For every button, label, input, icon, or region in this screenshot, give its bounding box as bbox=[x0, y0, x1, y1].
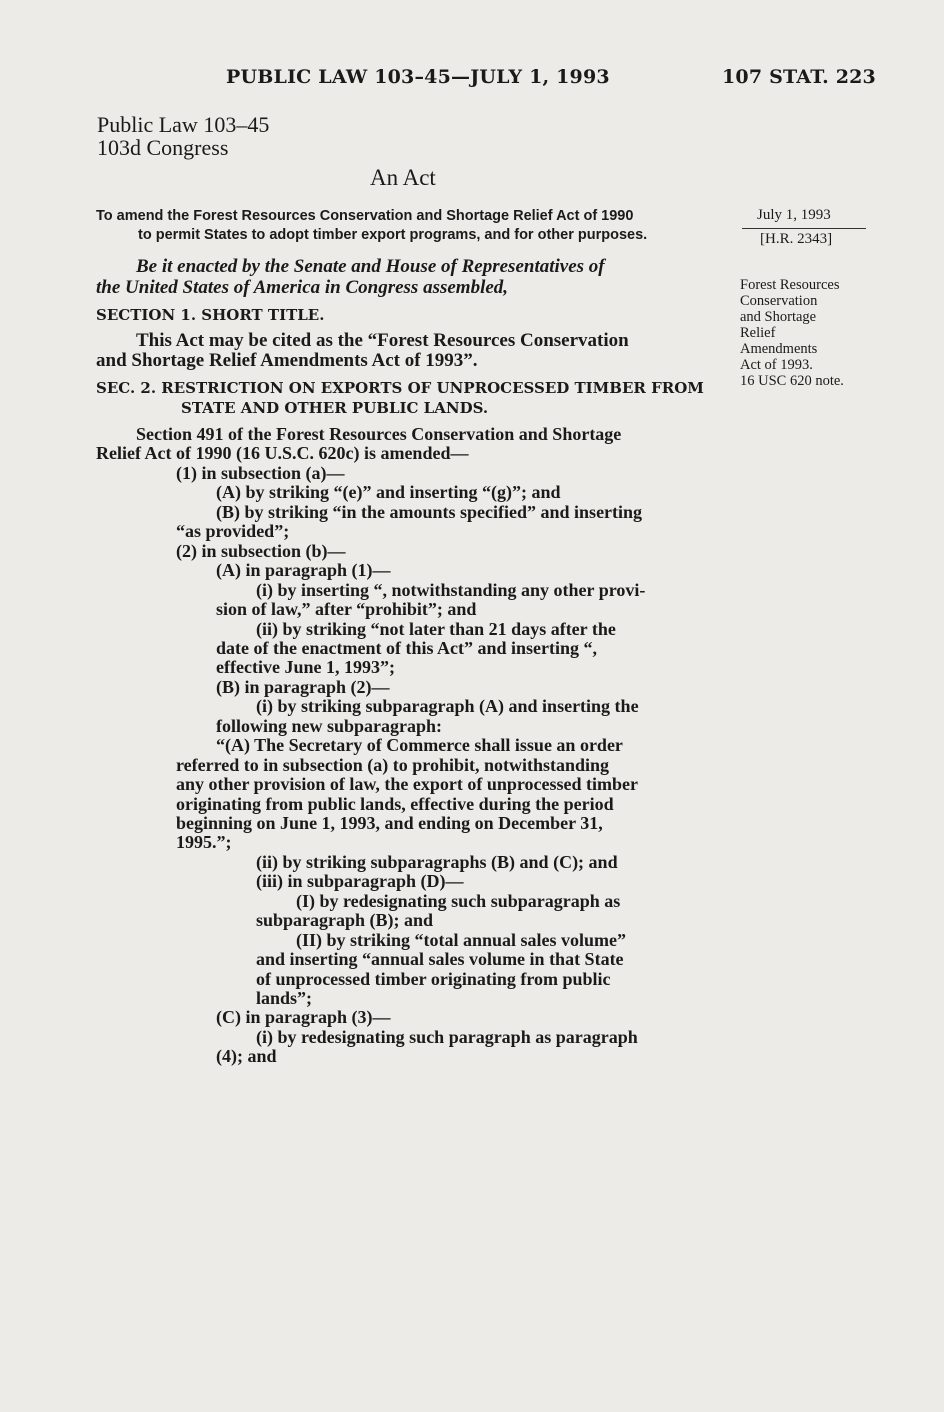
enacting-clause-line-2: the United States of America in Congress assembled, bbox=[96, 277, 509, 298]
body-line: beginning on June 1, 1993, and ending on December 31, bbox=[176, 813, 603, 833]
running-head: PUBLIC LAW 103–45—JULY 1, 1993 bbox=[226, 66, 610, 88]
margin-note-line: Conservation bbox=[740, 293, 818, 309]
body-line: effective June 1, 1993”; bbox=[216, 657, 395, 677]
body-line: “(A) The Secretary of Commerce shall issue an order bbox=[216, 735, 623, 755]
body-line: (A) by striking “(e)” and inserting “(g)”; and bbox=[216, 482, 561, 502]
margin-note-line: Amendments bbox=[740, 341, 818, 357]
body-line: originating from public lands, effective during the period bbox=[176, 794, 614, 814]
body-line: (A) in paragraph (1)— bbox=[216, 560, 391, 580]
page-reference: 107 STAT. 223 bbox=[722, 66, 876, 88]
body-line: “as provided”; bbox=[176, 521, 290, 541]
section-2-heading: SEC. 2. RESTRICTION ON EXPORTS OF UNPROCESSED TIMBER FROM bbox=[96, 379, 704, 397]
body-line: of unprocessed timber originating from public bbox=[256, 969, 611, 989]
body-line: (I) by redesignating such subparagraph as bbox=[296, 891, 621, 911]
body-line: date of the enactment of this Act” and inserting “, bbox=[216, 638, 597, 658]
margin-note-line: Act of 1993. bbox=[740, 357, 813, 373]
body-line: (B) by striking “in the amounts specified” and inserting bbox=[216, 502, 643, 522]
margin-note-line: Forest Resources bbox=[740, 277, 840, 293]
body-line: (i) by redesignating such paragraph as paragraph bbox=[256, 1027, 638, 1047]
section-1-heading: SECTION 1. SHORT TITLE. bbox=[96, 306, 325, 324]
sidebar-date: July 1, 1993 bbox=[757, 207, 831, 223]
congress-label: 103d Congress bbox=[97, 135, 229, 160]
margin-note bbox=[740, 277, 875, 389]
body-line: (iii) in subparagraph (D)— bbox=[256, 871, 464, 891]
section-1-text-line: This Act may be cited as the “Forest Resources Conservation bbox=[136, 330, 629, 351]
section-2-heading-cont: STATE AND OTHER PUBLIC LANDS. bbox=[181, 399, 489, 417]
margin-note-line: 16 USC 620 note. bbox=[740, 373, 844, 389]
purpose-line-2: to permit States to adopt timber export programs, and for other purposes. bbox=[138, 227, 648, 243]
body-line: sion of law,” after “prohibit”; and bbox=[216, 599, 477, 619]
body-line: (4); and bbox=[216, 1046, 277, 1066]
body-line: (B) in paragraph (2)— bbox=[216, 677, 390, 697]
body-line: referred to in subsection (a) to prohibit, notwithstanding bbox=[176, 755, 610, 775]
body-line: any other provision of law, the export of unprocessed timber bbox=[176, 774, 638, 794]
body-line: and inserting “annual sales volume in that State bbox=[256, 949, 624, 969]
purpose-line-1: To amend the Forest Resources Conservation and Shortage Relief Act of 1990 bbox=[96, 208, 634, 224]
margin-note-line: Relief bbox=[740, 325, 776, 341]
law-number: Public Law 103–45 bbox=[97, 112, 270, 137]
margin-note-line: and Shortage bbox=[740, 309, 817, 325]
body-line: (ii) by striking subparagraphs (B) and (C); and bbox=[256, 852, 618, 872]
body-line: 1995.”; bbox=[176, 832, 232, 852]
section-1-text-line: and Shortage Relief Amendments Act of 1993”. bbox=[96, 350, 478, 371]
body-line: subparagraph (B); and bbox=[256, 910, 434, 930]
body-line: (1) in subsection (a)— bbox=[176, 463, 345, 483]
body-line: (i) by striking subparagraph (A) and inserting the bbox=[256, 696, 639, 716]
sidebar-bill-number: [H.R. 2343] bbox=[760, 231, 833, 247]
body-line: Relief Act of 1990 (16 U.S.C. 620c) is amended— bbox=[96, 443, 469, 463]
body-line: (2) in subsection (b)— bbox=[176, 541, 346, 561]
body-line: (ii) by striking “not later than 21 days after the bbox=[256, 619, 616, 639]
sidebar-divider bbox=[742, 228, 866, 229]
body-line: (II) by striking “total annual sales volume” bbox=[296, 930, 627, 950]
act-title: An Act bbox=[370, 165, 436, 190]
body-line: lands”; bbox=[256, 988, 313, 1008]
enacting-clause-line-1: Be it enacted by the Senate and House of Representatives of bbox=[136, 256, 605, 277]
body-line: Section 491 of the Forest Resources Conservation and Shortage bbox=[136, 424, 622, 444]
body-line: following new subparagraph: bbox=[216, 716, 443, 736]
body-line: (i) by inserting “, notwithstanding any other provi- bbox=[256, 580, 646, 600]
body-line: (C) in paragraph (3)— bbox=[216, 1007, 391, 1027]
